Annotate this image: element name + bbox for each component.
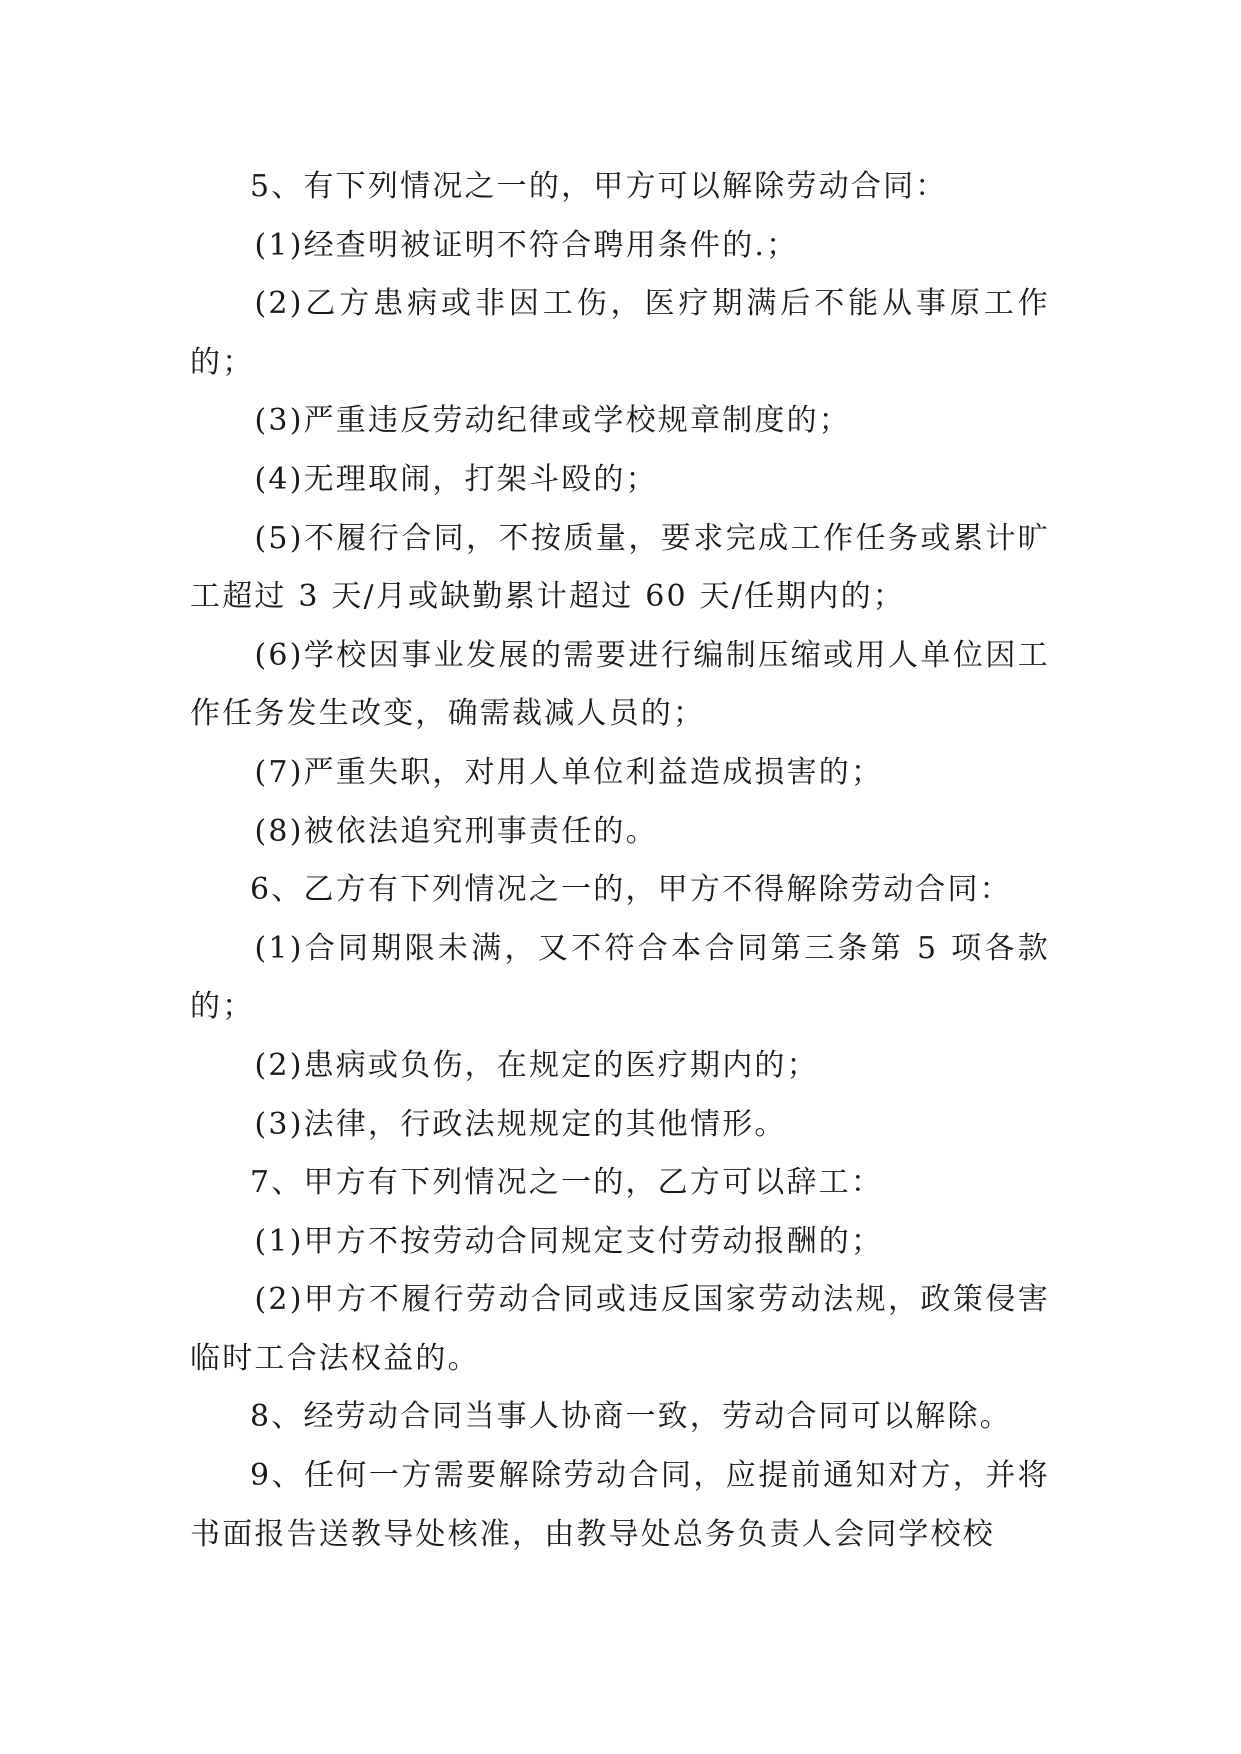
clause-6-item-2: (2)患病或负伤，在规定的医疗期内的； [254,1047,819,1083]
clause-7-item-2: (2)甲方不履行劳动合同或违反国家劳动法规，政策侵害临时工合法权益的。 [190,1282,1050,1376]
clause-5-item-5: (5)不履行合同，不按质量，要求完成工作任务或累计旷工超过 3 天/月或缺勤累计超过 60 天/任期内的； [190,520,1050,615]
clause-5-item-6: (6)学校因事业发展的需要进行编制压缩或用人单位因工作任务发生改变，确需裁减人员的； [190,637,1050,732]
clause-8: 8、经劳动合同当事人协商一致，劳动合同可以解除。 [250,1399,1012,1435]
clause-5-item-1: (1)经查明被证明不符合聘用条件的.； [254,227,799,263]
clause-5-item-2: (2)乙方患病或非因工伤，医疗期满后不能从事原工作的； [190,286,1050,380]
contract-text-body [190,158,1050,1564]
clause-5-heading: 5、有下列情况之一的，甲方可以解除劳动合同： [250,169,948,204]
clause-7-heading: 7、甲方有下列情况之一的，乙方可以辞工： [250,1165,884,1201]
clause-9: 9、任何一方需要解除劳动合同，应提前通知对方，并将书面报告送教导处核准，由教导处总务负责人会同学校校 [190,1458,1050,1552]
clause-5-item-7: (7)严重失职，对用人单位利益造成损害的； [254,754,884,790]
clause-5-item-3: (3)严重违反劳动纪律或学校规章制度的； [254,403,851,439]
clause-5-item-8: (8)被依法追究刑事责任的。 [254,813,658,849]
clause-5-item-4: (4)无理取闹，打架斗殴的； [254,461,658,497]
clause-6-item-3: (3)法律，行政法规规定的其他情形。 [254,1106,787,1142]
clause-6-item-1: (1)合同期限未满，又不符合本合同第三条第 5 项各款的； [190,930,1050,1025]
clause-7-item-1: (1)甲方不按劳动合同规定支付劳动报酬的； [254,1223,884,1259]
clause-6-heading: 6、乙方有下列情况之一的，甲方不得解除劳动合同： [250,872,1012,908]
